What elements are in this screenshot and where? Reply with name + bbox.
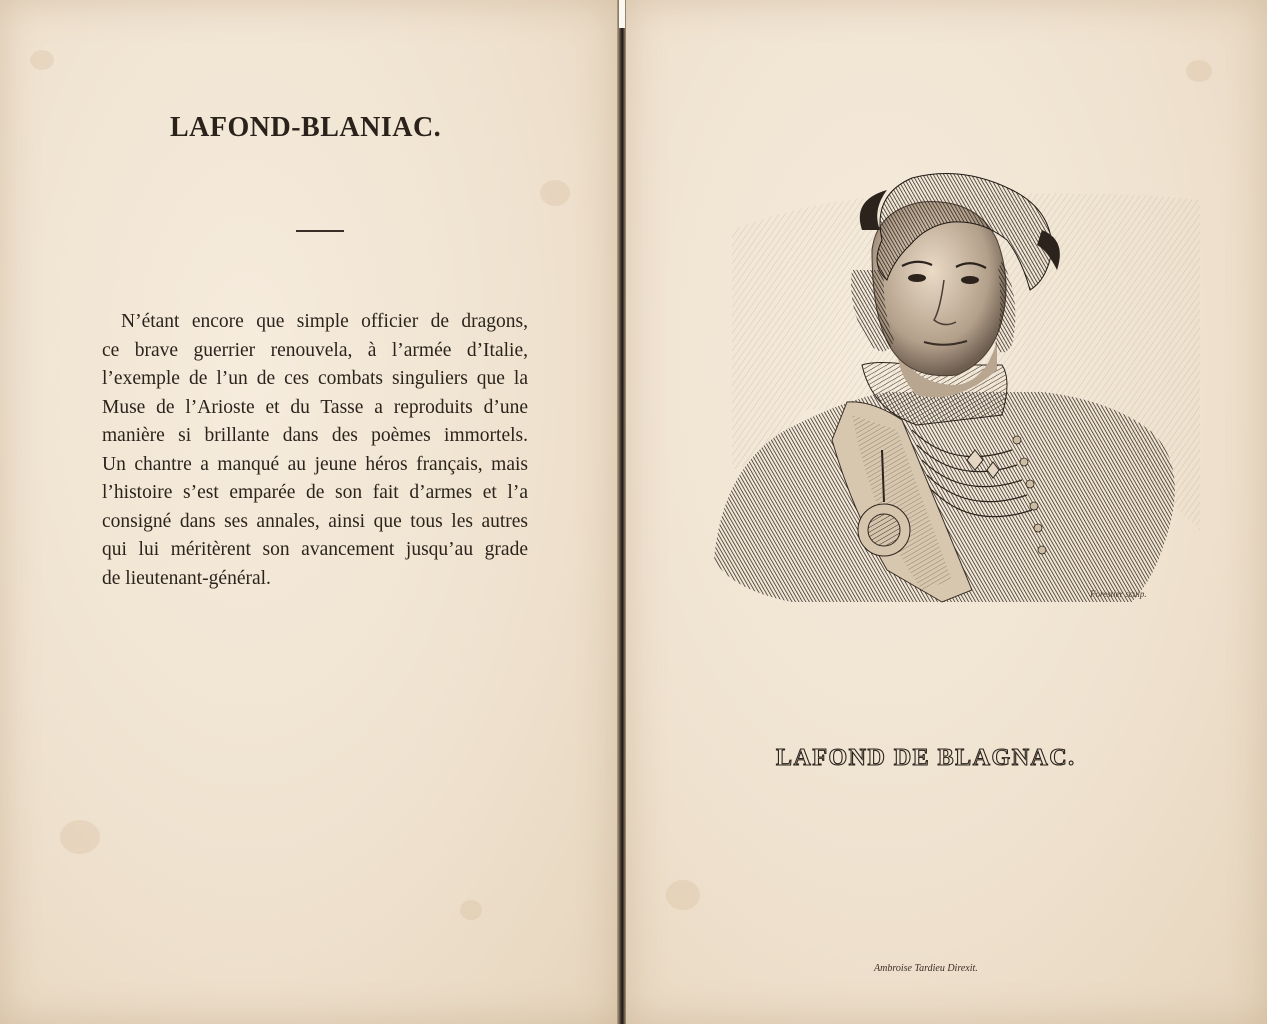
body-line: Muse de l’Arioste et du Tasse a reproduits d’une — [102, 396, 528, 418]
body-line: consigné dans ses annales, ainsi que tous les autres — [102, 510, 528, 532]
left-page — [0, 0, 617, 1024]
foxing-spot — [540, 180, 570, 206]
foxing-spot — [666, 880, 700, 910]
body-line: manière si brillante dans des poèmes immortels. — [102, 425, 528, 446]
body-line: ce brave guerrier renouvela, à l’armée d’Italie, — [102, 339, 528, 361]
title-rule — [296, 230, 344, 232]
body-line: Un chantre a manqué au jeune héros français, mais — [102, 453, 528, 475]
body-line: N’étant encore que simple officier de dragons, — [121, 311, 528, 332]
body-line: de lieutenant-général. — [102, 567, 271, 589]
body-line: qui lui méritèrent son avancement jusqu’au grade — [102, 539, 528, 560]
plate-title: LAFOND DE BLAGNAC. — [776, 745, 1076, 771]
publisher-imprint: Ambroise Tardieu Direxit. — [874, 963, 978, 974]
foxing-spot — [30, 50, 54, 70]
gutter-highlight — [619, 0, 625, 28]
engraver-signature: Forestier sculp. — [1090, 589, 1147, 599]
foxing-spot — [460, 900, 482, 920]
page-title: LAFOND-BLANIAC. — [170, 112, 442, 143]
book-gutter — [617, 0, 626, 1024]
engraved-portrait — [712, 170, 1200, 610]
body-line: l’histoire s’est emparée de son fait d’armes et l’a — [102, 482, 528, 503]
foxing-spot — [60, 820, 100, 854]
body-paragraph — [102, 308, 528, 593]
foxing-spot — [1186, 60, 1212, 82]
body-line: l’exemple de l’un de ces combats singuliers que la — [102, 368, 528, 389]
